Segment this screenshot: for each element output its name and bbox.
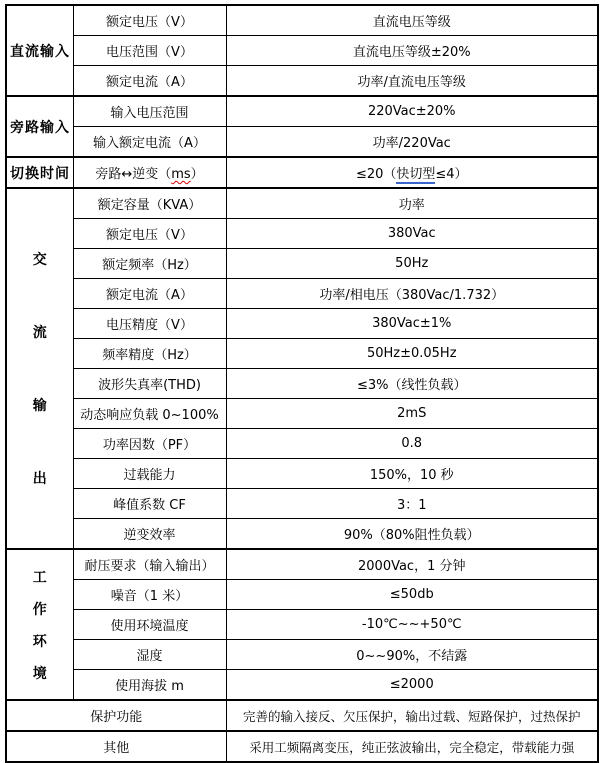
- spec-row: [6, 157, 598, 188]
- param-text: ）: [190, 167, 204, 182]
- value-cell: 0~~90%，不结露: [226, 640, 598, 670]
- footer-value-protection: 完善的输入接反、欠压保护，输出过载、短路保护，过热保护: [226, 700, 598, 731]
- value-cell: 功率/220Vac: [226, 127, 598, 158]
- spec-row: [6, 369, 598, 399]
- param-cell: 电压范围（V）: [73, 36, 226, 66]
- value-cell: 380Vac±1%: [226, 309, 598, 339]
- value-cell: 功率: [226, 188, 598, 219]
- param-cell: 噪音（1 米）: [73, 580, 226, 610]
- category-cell-bypass-input: 旁路输入: [6, 96, 73, 157]
- spec-row: [6, 489, 598, 519]
- param-cell: 电压精度（V）: [73, 309, 226, 339]
- value-cell: 220Vac±20%: [226, 96, 598, 127]
- param-cell: 逆变效率: [73, 519, 226, 550]
- param-cell: [73, 157, 226, 188]
- param-cell: 额定容量（KVA）: [73, 188, 226, 219]
- category-cell-dc-input: 直流输入: [6, 5, 73, 96]
- value-cell: 50Hz: [226, 249, 598, 279]
- spec-row: [6, 5, 598, 36]
- spec-row: [6, 36, 598, 66]
- value-cell: 50Hz±0.05Hz: [226, 339, 598, 369]
- spec-row: [6, 670, 598, 701]
- spec-row: [6, 279, 598, 309]
- param-cell: 功率因数（PF）: [73, 429, 226, 459]
- param-cell: 湿度: [73, 640, 226, 670]
- vertical-category-label: 工 作 环 境: [32, 569, 47, 682]
- spec-row: [6, 580, 598, 610]
- param-cell: 额定电压（V）: [73, 219, 226, 249]
- value-cell: ≤2000: [226, 670, 598, 701]
- spec-row: [6, 219, 598, 249]
- param-cell: 额定频率（Hz）: [73, 249, 226, 279]
- param-cell: 耐压要求（输入输出）: [73, 549, 226, 580]
- value-cell: ≤3%（线性负载）: [226, 369, 598, 399]
- value-cell: 90%（80%阻性负载）: [226, 519, 598, 550]
- param-cell: 动态响应负载 0~100%: [73, 399, 226, 429]
- param-cell: 过载能力: [73, 459, 226, 489]
- value-cell: 3：1: [226, 489, 598, 519]
- spec-row: [6, 459, 598, 489]
- spec-row: [6, 399, 598, 429]
- param-cell: 额定电压（V）: [73, 5, 226, 36]
- value-text: ≤4）: [435, 167, 468, 182]
- spec-row: [6, 429, 598, 459]
- spec-row: [6, 700, 598, 731]
- category-cell-ac-output: [6, 188, 73, 549]
- spec-row: [6, 66, 598, 97]
- spec-row: [6, 731, 598, 762]
- spec-row: [6, 549, 598, 580]
- value-cell: 2000Vac，1 分钟: [226, 549, 598, 580]
- value-cell: -10℃~~+50℃: [226, 610, 598, 640]
- value-cell: 150%，10 秒: [226, 459, 598, 489]
- category-cell-switch-time: 切换时间: [6, 157, 73, 188]
- spec-row: [6, 610, 598, 640]
- category-cell-environment: [6, 549, 73, 700]
- spec-row: [6, 188, 598, 219]
- footer-label-protection: 保护功能: [6, 700, 226, 731]
- param-cell: 输入电压范围: [73, 96, 226, 127]
- value-cell: 直流电压等级: [226, 5, 598, 36]
- param-cell: 峰值系数 CF: [73, 489, 226, 519]
- spec-row: [6, 339, 598, 369]
- param-cell: 输入额定电流（A）: [73, 127, 226, 158]
- param-text: 旁路↔逆变（: [95, 167, 172, 182]
- spec-row: [6, 127, 598, 158]
- vertical-category-label: 交 流 输 出: [32, 252, 47, 487]
- value-cell: 功率/直流电压等级: [226, 66, 598, 97]
- highlighted-term: 快切型: [396, 167, 436, 182]
- value-text: ≤20（: [355, 167, 397, 182]
- param-cell: 波形失真率(THD): [73, 369, 226, 399]
- spec-row: [6, 640, 598, 670]
- footer-value-other: 采用工频隔离变压，纯正弦波输出，完全稳定，带载能力强: [226, 731, 598, 762]
- value-cell: 0.8: [226, 429, 598, 459]
- value-cell: ≤50db: [226, 580, 598, 610]
- spellcheck-marked-text: ms: [171, 167, 191, 182]
- value-cell: 功率/相电压（380Vac/1.732）: [226, 279, 598, 309]
- spec-row: [6, 519, 598, 550]
- param-cell: 使用海拔 m: [73, 670, 226, 701]
- footer-label-other: 其他: [6, 731, 226, 762]
- spec-row: [6, 309, 598, 339]
- spec-row: [6, 249, 598, 279]
- spec-row: [6, 96, 598, 127]
- param-cell: 频率精度（Hz）: [73, 339, 226, 369]
- value-cell: [226, 157, 598, 188]
- value-cell: 2mS: [226, 399, 598, 429]
- param-cell: 额定电流（A）: [73, 66, 226, 97]
- spec-table: [5, 4, 599, 763]
- value-cell: 380Vac: [226, 219, 598, 249]
- param-cell: 额定电流（A）: [73, 279, 226, 309]
- value-cell: 直流电压等级±20%: [226, 36, 598, 66]
- param-cell: 使用环境温度: [73, 610, 226, 640]
